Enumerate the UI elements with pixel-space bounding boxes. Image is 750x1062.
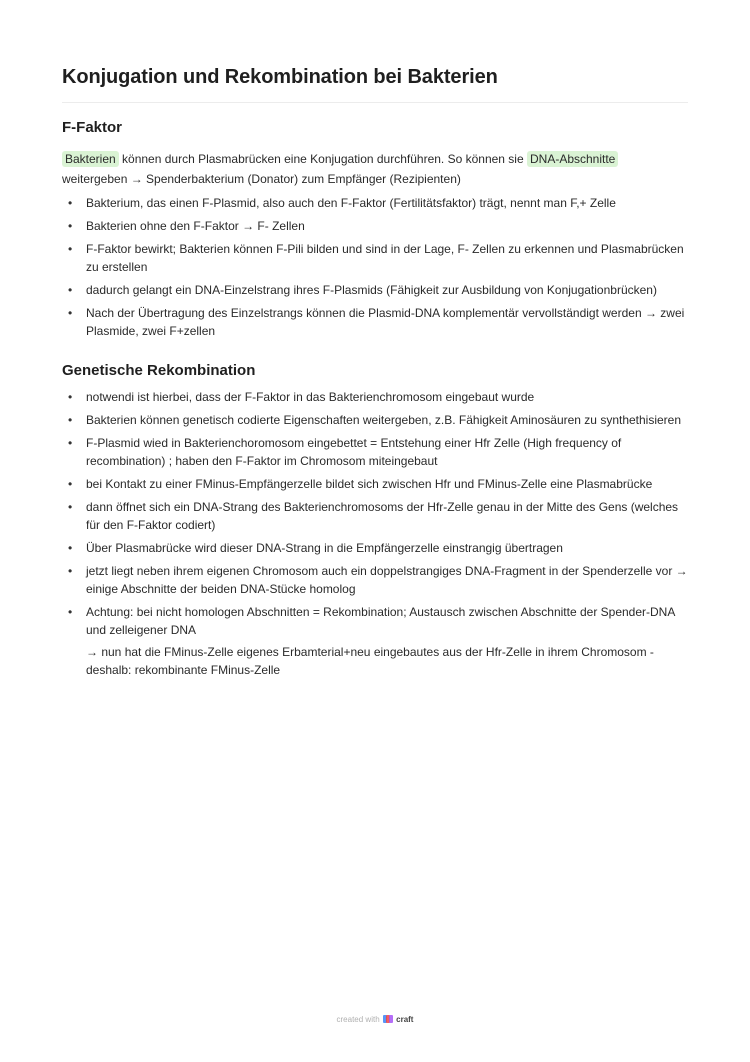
list-item: • Achtung: bei nicht homologen Abschnitten = Rekombination; Austausch zwischen Abschnitte der Spender-DNA und zelleigener DNA bbox=[62, 603, 688, 639]
list-item: • Nach der Übertragung des Einzelstrangs können die Plasmid-DNA komplementär vervollständigt werden → zwei Plasmide, zwei F+zellen bbox=[62, 304, 688, 340]
list-item: • Bakterien können genetisch codierte Eigenschaften weitergeben, z.B. Fähigkeit Aminosäuren zu synthethisieren bbox=[62, 411, 688, 429]
list-item: • Bakterien ohne den F-Faktor → F- Zellen bbox=[62, 217, 688, 235]
list-item: • dadurch gelangt ein DNA-Einzelstrang ihres F-Plasmids (Fähigkeit zur Ausbildung von Konjugationbrücken) bbox=[62, 281, 688, 299]
section-heading-f-faktor: F-Faktor bbox=[62, 119, 122, 136]
intro-text-2: weitergeben → Spenderbakterium (Donator) zum Empfänger (Rezipienten) bbox=[62, 172, 461, 186]
list-item: • jetzt liegt neben ihrem eigenen Chromosom auch ein doppelstrangiges DNA-Fragment in der Spenderzelle vor → einige Abschnitte der beiden DNA-Stücke homolog bbox=[62, 562, 688, 598]
section-genetische-rekombination bbox=[62, 360, 688, 679]
list-item: • notwendi ist hierbei, dass der F-Faktor in das Bakterienchromosom eingebaut wurde bbox=[62, 388, 688, 406]
f-faktor-list bbox=[62, 194, 688, 340]
list-item: • dann öffnet sich ein DNA-Strang des Bakterienchromosoms der Hfr-Zelle genau in der Mitte des Gens (welches für den F-Faktor codiert) bbox=[62, 498, 688, 534]
list-item: • bei Kontakt zu einer FMinus-Empfängerzelle bildet sich zwischen Hfr und FMinus-Zelle eine Plasmabrücke bbox=[62, 475, 688, 493]
intro-paragraph bbox=[62, 149, 688, 189]
footer-brand: craft bbox=[396, 1015, 414, 1024]
craft-logo-icon bbox=[383, 1015, 393, 1023]
title-divider bbox=[62, 102, 688, 103]
document bbox=[62, 62, 688, 691]
list-item: • F-Faktor bewirkt; Bakterien können F-Pili bilden und sind in der Lage, F- Zellen zu erkennen und Plasmabrücken zu erstellen bbox=[62, 240, 688, 276]
intro-text-1: können durch Plasmabrücken eine Konjugation durchführen. So können sie bbox=[118, 152, 527, 166]
footer-credit bbox=[0, 1015, 750, 1024]
list-item: • Über Plasmabrücke wird dieser DNA-Strang in die Empfängerzelle einstrangig übertragen bbox=[62, 539, 688, 557]
document-title: Konjugation und Rekombination bei Bakterien bbox=[62, 66, 498, 88]
highlight-dna-abschnitte: DNA-Abschnitte bbox=[527, 151, 618, 167]
highlight-bakterien: Bakterien bbox=[62, 151, 119, 167]
list-item: • F-Plasmid wied in Bakterienchoromosom eingebettet = Entstehung einer Hfr Zelle (High frequency of recombination) ; haben den F-Faktor im Chromosom miteingebaut bbox=[62, 434, 688, 470]
footer-prefix: created with bbox=[336, 1015, 380, 1024]
followup-paragraph: → nun hat die FMinus-Zelle eigenes Erbamterial+neu eingebautes aus der Hfr-Zelle in ihrem Chromosom - deshalb: rekombinante FMinus-Zelle bbox=[86, 645, 654, 677]
list-item: • Bakterium, das einen F-Plasmid, also auch den F-Faktor (Fertilitätsfaktor) trägt, nennt man F,+ Zelle bbox=[62, 194, 688, 212]
rekombination-list bbox=[62, 388, 688, 639]
section-heading-rekombination: Genetische Rekombination bbox=[62, 362, 256, 379]
section-f-faktor bbox=[62, 117, 688, 340]
